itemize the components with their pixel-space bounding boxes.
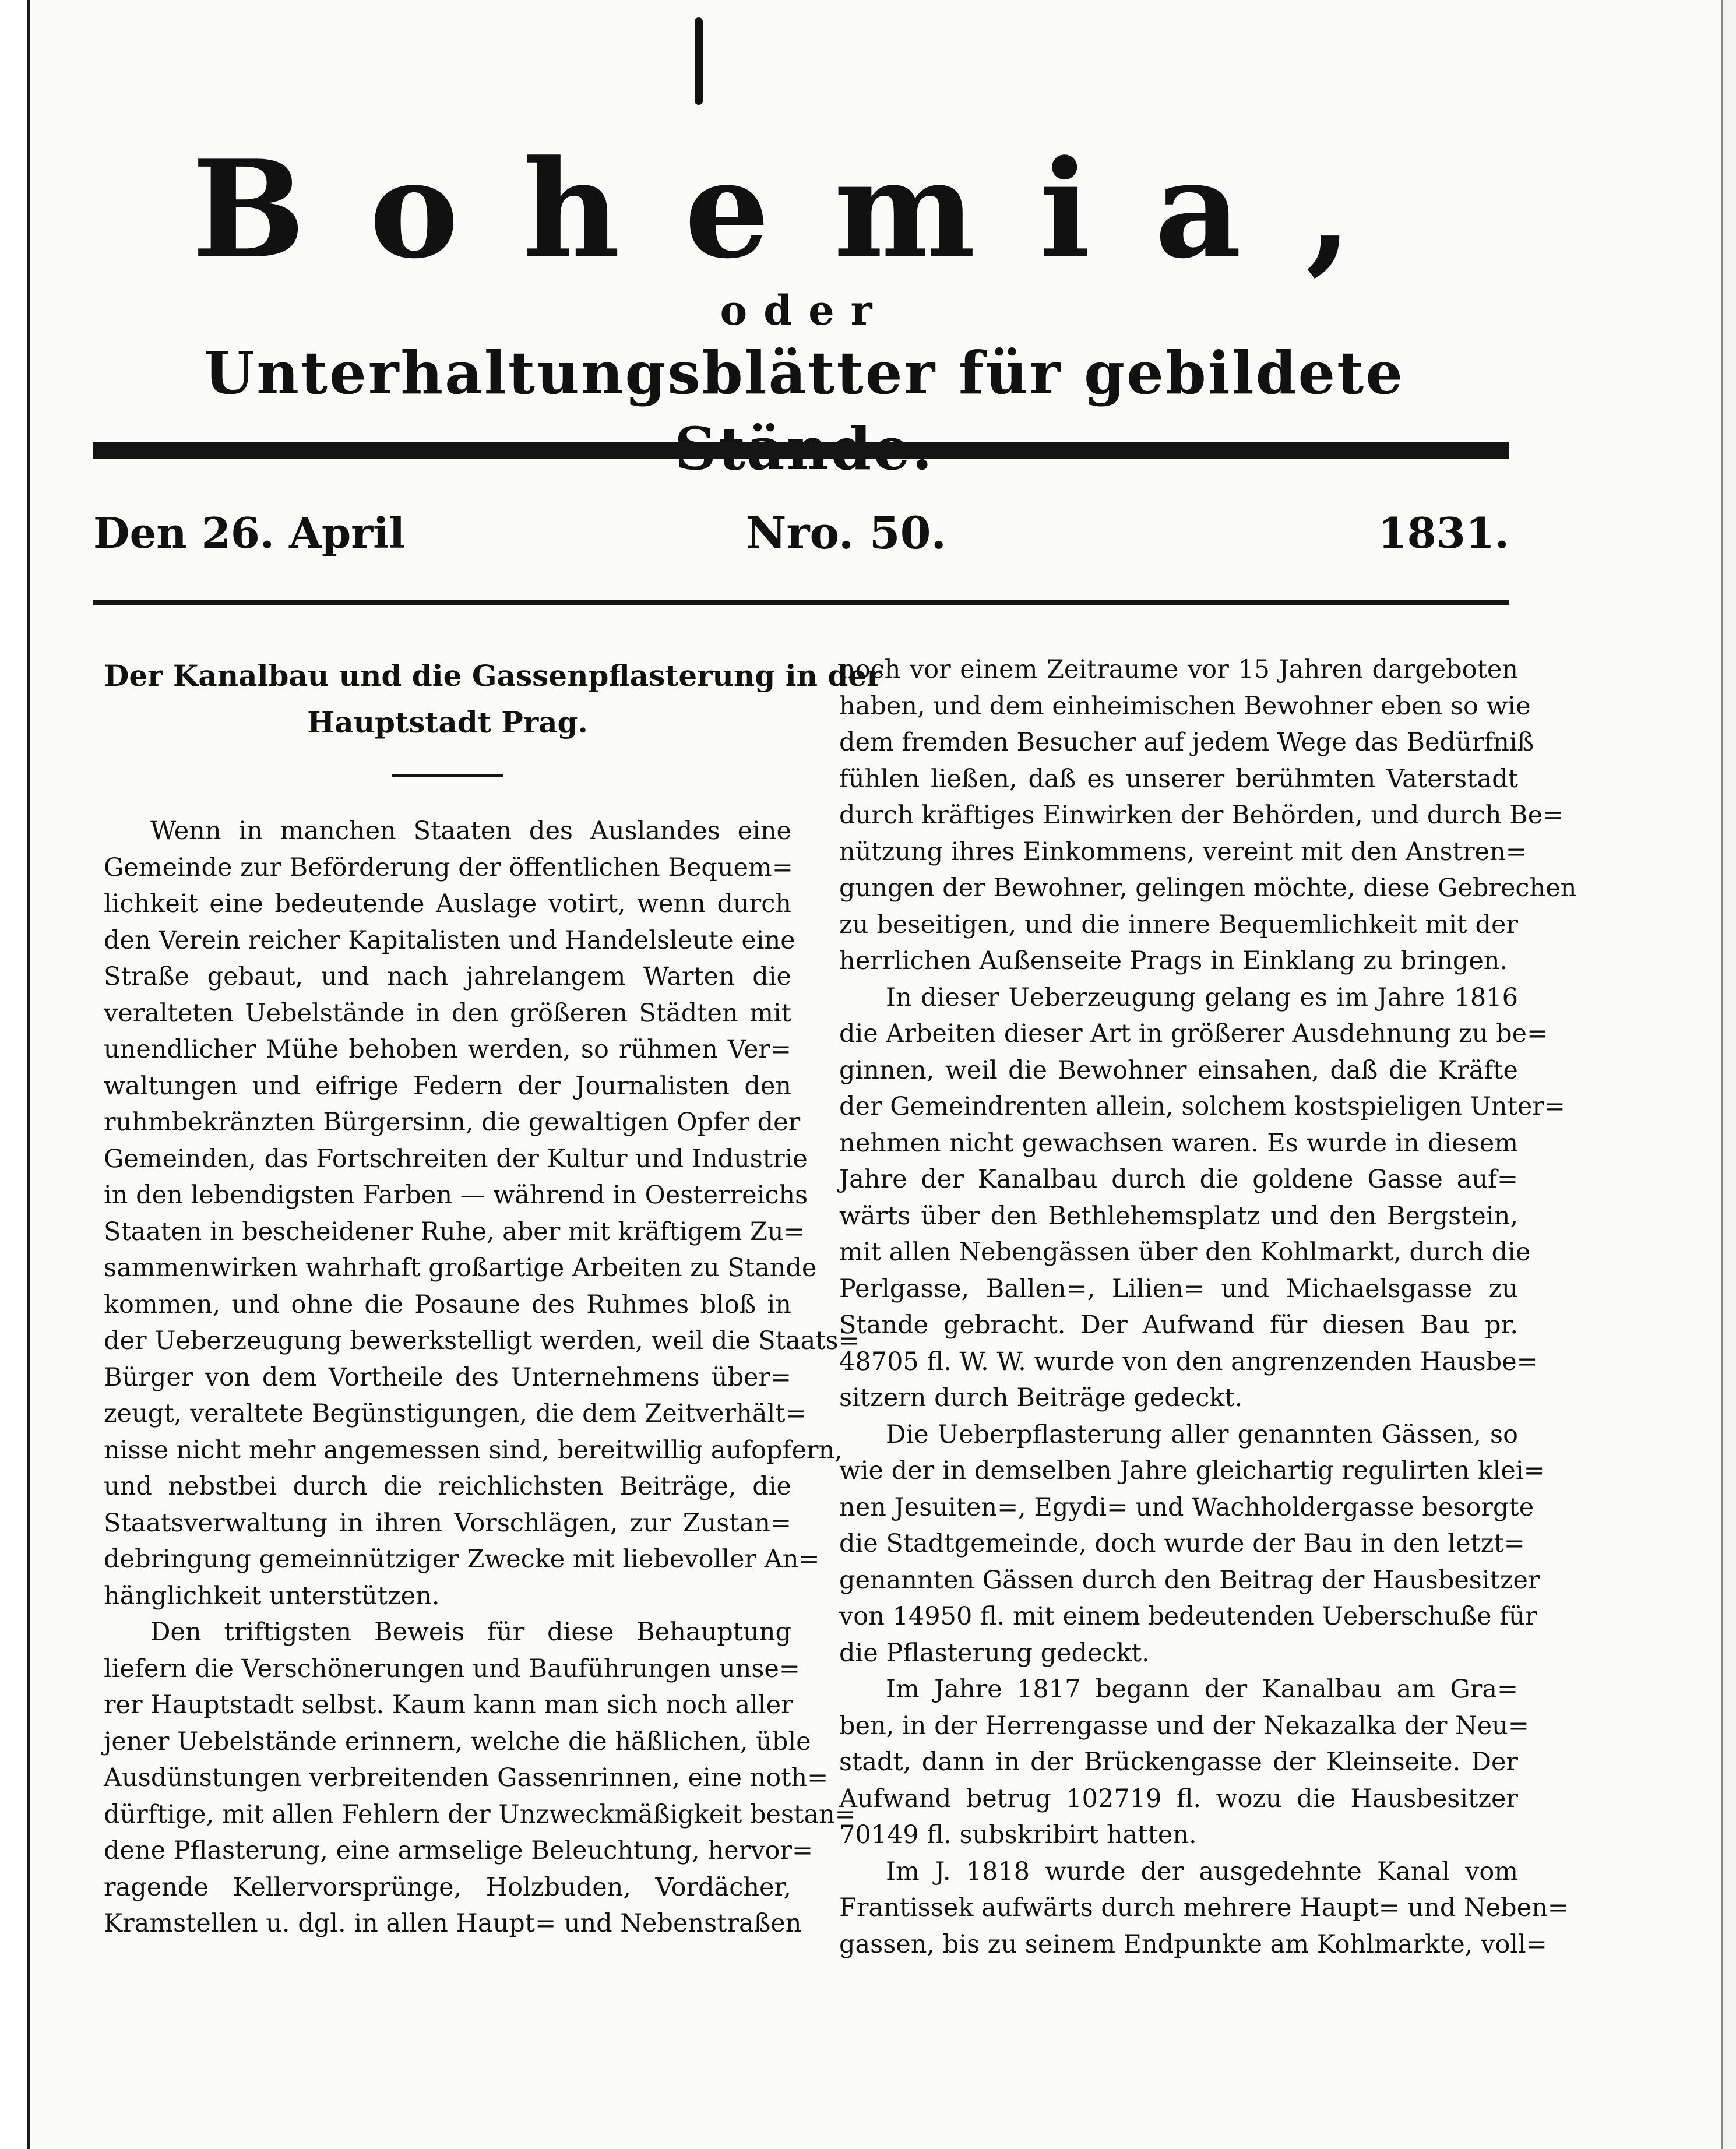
text-line: die Pflasterung gedeckt. bbox=[839, 1638, 1150, 1668]
text-line: der Ueberzeugung bewerkstelligt werden, weil die Staats= bbox=[104, 1326, 860, 1355]
text-line: unendlicher Mühe behoben werden, so rühmen Ver= bbox=[104, 1035, 791, 1064]
text-line: 48705 fl. W. W. wurde von den angrenzenden Hausbe= bbox=[839, 1347, 1538, 1376]
text-line: stadt, dann in der Brückengasse der Kleinseite. Der bbox=[839, 1748, 1518, 1777]
text-line: die Arbeiten dieser Art in größerer Ausdehnung zu be= bbox=[839, 1019, 1548, 1048]
text-line: und nebstbei durch die reichlichsten Beiträge, die bbox=[104, 1472, 791, 1501]
text-line: Im J. 1818 wurde der ausgedehnte Kanal vom bbox=[886, 1856, 1518, 1886]
text-line: veralteten Uebelstände in den größeren Städten mit bbox=[104, 998, 791, 1028]
text-line: lichkeit eine bedeutende Auslage votirt, wenn durch bbox=[104, 889, 791, 918]
dateline bbox=[93, 501, 1509, 583]
text-line: zu beseitigen, und die innere Bequemlichkeit mit der bbox=[839, 910, 1518, 939]
text-line: ruhmbekränzten Bürgersinn, die gewaltigen Opfer der bbox=[104, 1108, 801, 1137]
text-line: genannten Gässen durch den Beitrag der Hausbesitzer bbox=[839, 1565, 1540, 1595]
text-line: debringung gemeinnütziger Zwecke mit liebevoller An= bbox=[104, 1545, 820, 1574]
text-line: In dieser Ueberzeugung gelang es im Jahre 1816 bbox=[886, 982, 1518, 1012]
headline-divider bbox=[392, 774, 503, 777]
masthead-oder: oder bbox=[720, 286, 889, 334]
text-line: Stande gebracht. Der Aufwand für diesen Bau pr. bbox=[839, 1310, 1518, 1340]
text-line: in den lebendigsten Farben — während in Oesterreichs bbox=[104, 1181, 808, 1210]
text-line: Perlgasse, Ballen=, Lilien= und Michaelsgasse zu bbox=[839, 1274, 1518, 1304]
right-column bbox=[839, 651, 1577, 1963]
text-line: 70149 fl. subskribirt hatten. bbox=[839, 1820, 1197, 1849]
text-line: wärts über den Bethlehemsplatz und den Bergstein, bbox=[839, 1201, 1518, 1231]
text-line: rer Hauptstadt selbst. Kaum kann man sich noch aller bbox=[104, 1690, 793, 1720]
text-line: Bürger von dem Vortheile des Unternehmens über= bbox=[104, 1362, 791, 1392]
text-line: nisse nicht mehr angemessen sind, bereitwillig aufopfern, bbox=[104, 1435, 843, 1465]
masthead-title: Bohemia, bbox=[192, 131, 1417, 288]
text-line: sammenwirken wahrhaft großartige Arbeiten zu Stande bbox=[104, 1253, 817, 1283]
text-line: Den triftigsten Beweis für diese Behauptung bbox=[150, 1618, 791, 1647]
page-edge bbox=[1721, 0, 1736, 2149]
text-line: der Gemeindrenten allein, solchem kostspieligen Unter= bbox=[839, 1092, 1565, 1121]
headline-line: Der Kanalbau und die Gassenpflasterung in der bbox=[104, 658, 882, 693]
headline-line: Hauptstadt Prag. bbox=[307, 705, 588, 739]
text-line: Gemeinden, das Fortschreiten der Kultur und Industrie bbox=[104, 1144, 808, 1174]
text-line: haben, und dem einheimischen Bewohner eben so wie bbox=[839, 691, 1531, 721]
masthead-subtitle: Unterhaltungsblätter für gebildete bbox=[204, 339, 1404, 407]
text-line: hänglichkeit unterstützen. bbox=[104, 1581, 440, 1611]
text-line: ginnen, weil die Bewohner einsahen, daß die Kräfte bbox=[839, 1055, 1518, 1085]
binding-edge bbox=[0, 0, 30, 2149]
text-line: Kramstellen u. dgl. in allen Haupt= und Nebenstraßen bbox=[104, 1909, 802, 1938]
text-line: dene Pflasterung, eine armselige Beleuchtung, hervor= bbox=[104, 1836, 813, 1865]
text-line: dem fremden Besucher auf jedem Wege das Bedürfniß bbox=[839, 728, 1534, 757]
issue-number: Nro. 50. bbox=[746, 507, 947, 559]
text-line: kommen, und ohne die Posaune des Ruhmes bloß in bbox=[104, 1290, 791, 1319]
ink-mark bbox=[695, 17, 703, 105]
text-line: Staatsverwaltung in ihren Vorschlägen, zur Zustan= bbox=[104, 1508, 791, 1538]
text-line: wie der in demselben Jahre gleichartig regulirten klei= bbox=[839, 1456, 1545, 1485]
text-line: ragende Kellervorsprünge, Holzbuden, Vordächer, bbox=[104, 1872, 791, 1902]
text-line: noch vor einem Zeitraume vor 15 Jahren dargeboten bbox=[839, 655, 1518, 684]
text-line: Frantissek aufwärts durch mehrere Haupt= und Neben= bbox=[839, 1893, 1569, 1922]
text-line: den Verein reicher Kapitalisten und Handelsleute eine bbox=[104, 925, 795, 955]
text-line: mit allen Nebengässen über den Kohlmarkt, durch die bbox=[839, 1238, 1531, 1267]
text-line: ben, in der Herrengasse und der Nekazalka der Neu= bbox=[839, 1711, 1529, 1741]
text-line: dürftige, mit allen Fehlern der Unzweckmäßigkeit bestan= bbox=[104, 1799, 856, 1829]
text-line: gungen der Bewohner, gelingen möchte, diese Gebrechen bbox=[839, 873, 1577, 903]
text-line: Wenn in manchen Staaten des Auslandes eine bbox=[150, 816, 791, 845]
text-line: Aufwand betrug 102719 fl. wozu die Hausbesitzer bbox=[839, 1784, 1518, 1813]
text-line: Straße gebaut, und nach jahrelangem Warten die bbox=[104, 962, 791, 991]
text-line: nen Jesuiten=, Egydi= und Wachholdergasse besorgte bbox=[839, 1492, 1534, 1522]
text-line: von 14950 fl. mit einem bedeutenden Ueberschuße für bbox=[839, 1602, 1537, 1631]
masthead-rule bbox=[93, 442, 1509, 459]
left-column bbox=[104, 653, 882, 1942]
text-line: Ausdünstungen verbreitenden Gassenrinnen, eine noth= bbox=[104, 1763, 829, 1792]
dateline-rule bbox=[93, 600, 1509, 605]
text-line: waltungen und eifrige Federn der Journalisten den bbox=[104, 1071, 791, 1101]
text-line: liefern die Verschönerungen und Bauführungen unse= bbox=[104, 1654, 800, 1683]
text-line: die Stadtgemeinde, doch wurde der Bau in den letzt= bbox=[839, 1529, 1525, 1558]
text-line: Gemeinde zur Beförderung der öffentlichen Bequem= bbox=[104, 852, 793, 882]
text-line: Jahre der Kanalbau durch die goldene Gasse auf= bbox=[839, 1165, 1518, 1194]
article-headline bbox=[104, 653, 882, 746]
text-line: gassen, bis zu seinem Endpunkte am Kohlmarkte, voll= bbox=[839, 1929, 1547, 1959]
text-line: fühlen ließen, daß es unserer berühmten Vaterstadt bbox=[839, 764, 1518, 794]
text-line: Im Jahre 1817 begann der Kanalbau am Gra= bbox=[886, 1675, 1518, 1704]
text-line: Staaten in bescheidener Ruhe, aber mit kräftigem Zu= bbox=[104, 1217, 805, 1246]
text-line: sitzern durch Beiträge gedeckt. bbox=[839, 1383, 1243, 1412]
left-column-body bbox=[104, 813, 860, 1942]
text-line: jener Uebelstände erinnern, welche die häßlichen, üble bbox=[104, 1727, 811, 1756]
text-line: zeugt, veraltete Begünstigungen, die dem Zeitverhält= bbox=[104, 1399, 807, 1428]
text-line: durch kräftiges Einwirken der Behörden, und durch Be= bbox=[839, 801, 1564, 830]
text-line: nehmen nicht gewachsen waren. Es wurde in diesem bbox=[839, 1128, 1518, 1158]
text-line: nützung ihres Einkommens, vereint mit den Anstren= bbox=[839, 837, 1527, 866]
text-line: Die Ueberpflasterung aller genannten Gässen, so bbox=[886, 1419, 1518, 1449]
right-column-body bbox=[839, 651, 1577, 1963]
issue-date: Den 26. April bbox=[93, 508, 405, 558]
text-line: herrlichen Außenseite Prags in Einklang zu bringen. bbox=[839, 946, 1508, 975]
issue-year: 1831. bbox=[1378, 508, 1509, 558]
